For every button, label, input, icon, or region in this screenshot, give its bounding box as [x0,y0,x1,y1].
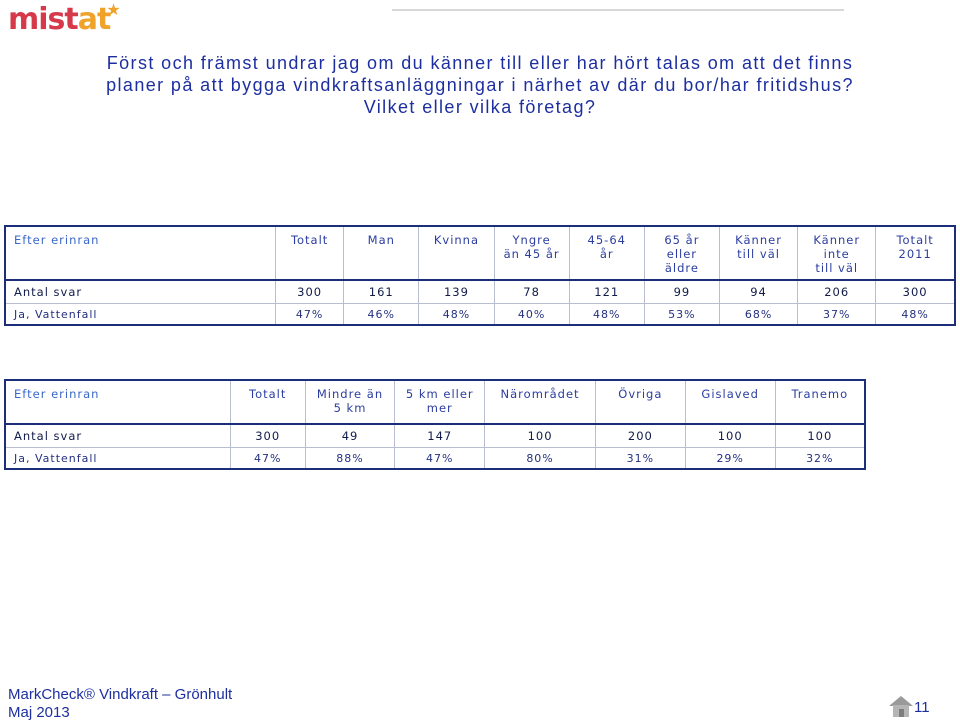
row-label: Ja, Vattenfall [5,304,276,326]
table-cell: 32% [775,448,865,470]
column-header: Närområdet [485,380,596,424]
row-label: Antal svar [5,424,230,448]
table-cell: 121 [569,280,644,304]
table-cell: 31% [595,448,685,470]
page-number: 11 [914,699,930,716]
results-table-demographics [4,225,956,326]
table-cell: 300 [230,424,305,448]
column-header: Övriga [595,380,685,424]
table-cell: 37% [798,304,876,326]
table-cell: 68% [719,304,797,326]
row-label: Ja, Vattenfall [5,448,230,470]
results-table-geography [4,379,866,470]
column-header: Känner inte till väl [798,226,876,280]
column-header: Mindre än 5 km [305,380,395,424]
table-cell: 46% [344,304,419,326]
question-line-2: planer på att bygga vindkraftsanläggningar i närhet av där du bor/har fritidshus? [106,75,854,95]
table-cell: 139 [419,280,494,304]
home-icon[interactable] [888,694,914,718]
column-header: Totalt 2011 [876,226,955,280]
question-line-3: Vilket eller vilka företag? [363,97,597,117]
column-header: Man [344,226,419,280]
table-cell: 88% [305,448,395,470]
table-cell: 29% [685,448,775,470]
table-cell: 94 [719,280,797,304]
column-header: Gislaved [685,380,775,424]
footer-date: Maj 2013 [8,704,70,721]
table-cell: 80% [485,448,596,470]
footer [8,686,232,722]
column-header: 65 år eller äldre [644,226,719,280]
question-title [0,52,960,118]
column-header: Känner till väl [719,226,797,280]
table-row [5,448,865,470]
column-header: Totalt [276,226,344,280]
question-line-1: Först och främst undrar jag om du känner till eller har hört talas om att det finns [106,53,854,73]
header-row [5,226,955,280]
table-cell: 300 [276,280,344,304]
table-cell: 48% [876,304,955,326]
column-header: 45-64 år [569,226,644,280]
table-cell: 161 [344,280,419,304]
header-row [5,380,865,424]
table-cell: 53% [644,304,719,326]
table-cell: 40% [494,304,569,326]
table-cell: 49 [305,424,395,448]
table-cell: 147 [395,424,485,448]
table-row [5,304,955,326]
table-cell: 100 [485,424,596,448]
table-cell: 48% [569,304,644,326]
column-header: 5 km eller mer [395,380,485,424]
header-divider [392,9,844,11]
column-header: Tranemo [775,380,865,424]
table-cell: 100 [775,424,865,448]
table-cell: 47% [395,448,485,470]
table-cell: 206 [798,280,876,304]
column-header: Kvinna [419,226,494,280]
logo: mistat★ [8,0,120,37]
table-cell: 47% [276,304,344,326]
column-header: Yngre än 45 år [494,226,569,280]
column-header: Totalt [230,380,305,424]
table-cell: 47% [230,448,305,470]
table-row [5,424,865,448]
header-label: Efter erinran [5,226,276,280]
table-cell: 48% [419,304,494,326]
header-label: Efter erinran [5,380,230,424]
table-cell: 200 [595,424,685,448]
row-label: Antal svar [5,280,276,304]
table-row [5,280,955,304]
table-cell: 99 [644,280,719,304]
table-cell: 100 [685,424,775,448]
table-cell: 300 [876,280,955,304]
star-icon: ★ [106,0,120,19]
footer-title: MarkCheck® Vindkraft – Grönhult [8,686,233,703]
table-cell: 78 [494,280,569,304]
